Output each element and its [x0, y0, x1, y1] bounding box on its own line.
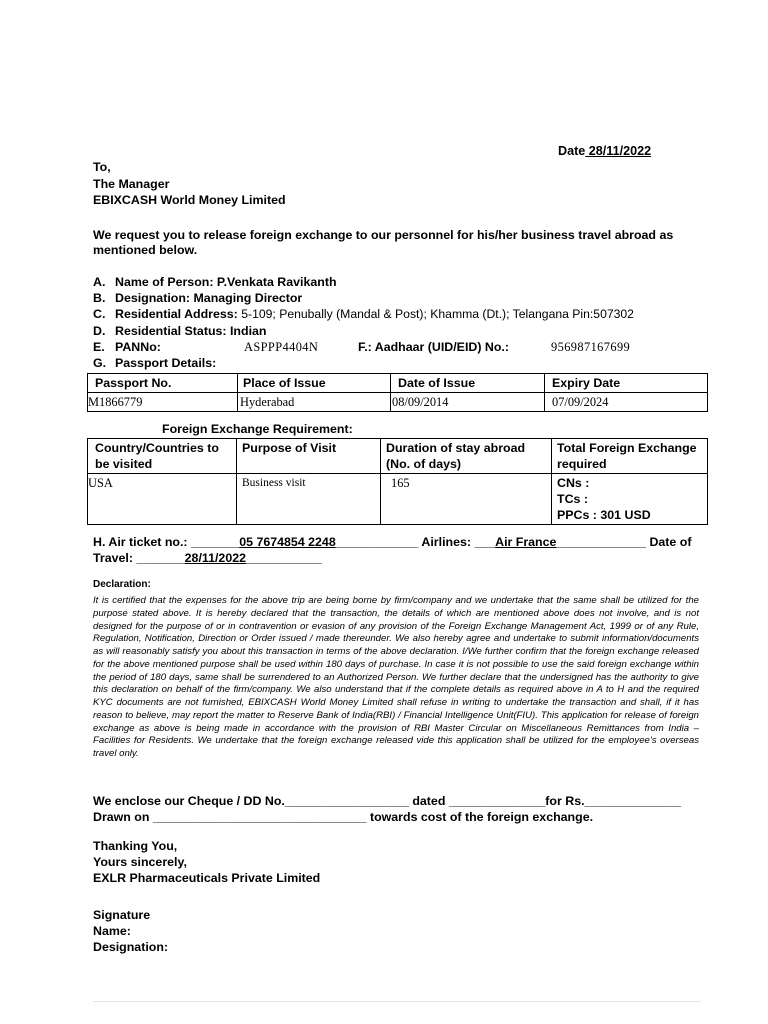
- request-line-2: mentioned below.: [93, 243, 198, 257]
- expiry-date: 07/09/2024: [545, 393, 708, 412]
- fx-duration: 165: [381, 474, 552, 525]
- fx-header-total: Total Foreign Exchange required: [552, 439, 708, 474]
- fx-requirement-title: Foreign Exchange Requirement:: [162, 422, 353, 436]
- closing-company: EXLR Pharmaceuticals Private Limited: [93, 871, 321, 885]
- addressee-manager: The Manager: [93, 177, 170, 191]
- passport-header: Place of Issue: [238, 374, 391, 393]
- fx-total: [552, 474, 708, 525]
- passport-header: Date of Issue: [391, 374, 545, 393]
- closing-yours: Yours sincerely,: [93, 855, 187, 869]
- cheque-line-1: We enclose our Cheque / DD No.__________________ dated ______________for Rs.______________: [93, 794, 682, 808]
- passport-header: Passport No.: [88, 374, 238, 393]
- fx-table: [87, 438, 708, 525]
- addressee-company: EBIXCASH World Money Limited: [93, 193, 286, 207]
- fx-country: USA: [88, 474, 237, 525]
- declaration-title: Declaration:: [93, 579, 151, 590]
- address-value: 5-109; Penubally (Mandal & Post); Khamma (Dt.); Telangana Pin:507302: [241, 307, 634, 321]
- air-ticket-number: 05 7674854 2248: [239, 535, 336, 549]
- fx-tcs: TCs :: [557, 492, 588, 506]
- closing-thanks: Thanking You,: [93, 839, 178, 853]
- residential-status-value: Indian: [229, 324, 267, 338]
- cheque-line-2: Drawn on _______________________________ towards cost of the foreign exchange.: [93, 810, 594, 824]
- passport-number: M1866779: [88, 393, 238, 412]
- fx-header-row: [88, 439, 708, 474]
- fx-cns: CNs :: [557, 476, 590, 490]
- detail-passport: G. Passport Details:: [93, 356, 217, 370]
- signature-label: Signature: [93, 908, 151, 922]
- airlines-value: Air France: [495, 535, 557, 549]
- travel-date-line: Travel: _______28/11/2022___________: [93, 551, 322, 565]
- fx-header-country: Country/Countries to be visited: [88, 439, 237, 474]
- passport-table: [87, 373, 708, 412]
- passport-header: Expiry Date: [545, 374, 708, 393]
- pan-value: ASPPP4404N: [244, 340, 319, 354]
- detail-name: A. Name of Person: P.Venkata Ravikanth: [93, 275, 337, 289]
- fx-header-duration: Duration of stay abroad (No. of days): [381, 439, 552, 474]
- fx-header-purpose: Purpose of Visit: [237, 439, 381, 474]
- declaration-text: It is certified that the expenses for the above trip are being borne by firm/company and we undertake that the same shall be utilized for the purpose stated above. It is hereby declared that the transaction, the details of which are mentioned above does not involve, and is not designed for the purpose of or in contravention or evasion of any provision of the Foreign Exchange Management Act, 1999 or of any Rule, Regulation, Notification, Direction or Order issued / made thereunder. We also hereby agree and undertake to submit information/documents as will reasonably satisfy you about this transaction in terms of the above declaration. I/We further confirm that the foreign exchange released for the above mentioned purpose shall be used within 180 days of purchase. In case it is not possible to use the said foreign exchange within the period of 180 days, same shall be surrendered to an Authorized Person. We further declare that the undersigned has the authority to give this declaration on behalf of the firm/company. We also understand that if the complete details as required above in A to H and the required KYC documents are not furnished, EBIXCASH World Money Limited shall refuse in writing to undertake the transaction and shall, if it has reason to believe, may report the matter to Reserve Bank of India(RBI) / Financial Intelligence Unit(FIU). This application for release of foreign exchange as above is being made in accordance with the provision of RBI Master Circular on Miscellaneous Remittances from India – Facilities for Residents. We undertake that the foreign exchange released vide this application shall be utilized for the employee's overseas travel only.: [93, 595, 699, 759]
- passport-header-row: [88, 374, 708, 393]
- addressee-to: To,: [93, 160, 111, 174]
- page-footer-divider: [93, 1001, 701, 1002]
- fx-ppcs: PPCs : 301 USD: [557, 508, 651, 522]
- date-value: 28/11/2022: [585, 144, 652, 158]
- aadhaar-label: F.: Aadhaar (UID/EID) No.:: [358, 340, 509, 354]
- person-name: P.Venkata Ravikanth: [216, 275, 337, 289]
- passport-data-row: [88, 393, 708, 412]
- aadhaar-value: 956987167699: [551, 340, 631, 354]
- designation-value: Managing Director: [193, 291, 303, 305]
- travel-date: 28/11/2022: [184, 551, 246, 565]
- detail-pan: E. PANNo: ASPPP4404N F.: Aadhaar (UID/EID) No.: 956987167699: [93, 340, 631, 354]
- signature-name: Name:: [93, 924, 131, 938]
- signature-designation: Designation:: [93, 940, 169, 954]
- fx-data-row: [88, 474, 708, 525]
- detail-address: C. Residential Address: 5-109; Penubally (Mandal & Post); Khamma (Dt.); Telangana Pin:507302: [93, 307, 634, 321]
- date-line: [558, 144, 651, 158]
- detail-residential-status: D. Residential Status: Indian: [93, 324, 267, 338]
- place-of-issue: Hyderabad: [238, 393, 391, 412]
- air-ticket-line: H. Air ticket no.: _______05 7674854 2248____________ Airlines: ___Air France_____________ Date of: [93, 535, 692, 549]
- date-of-issue: 08/09/2014: [391, 393, 545, 412]
- fx-purpose: Business visit: [237, 474, 381, 525]
- detail-designation: B. Designation: Managing Director: [93, 291, 303, 305]
- date-label: Date: [558, 144, 586, 158]
- request-line-1: We request you to release foreign exchange to our personnel for his/her business travel abroad as: [93, 228, 674, 242]
